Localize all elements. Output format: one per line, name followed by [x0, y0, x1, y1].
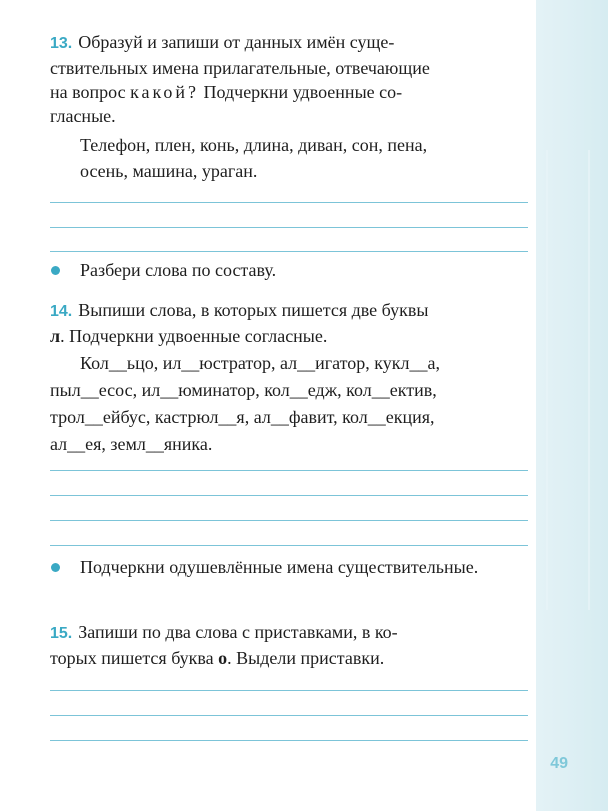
- exercise-14-line2: . Подчеркни удвоенные согласные.: [60, 326, 328, 346]
- writing-line[interactable]: [50, 690, 528, 691]
- writing-line[interactable]: [50, 545, 528, 546]
- exercise-14-words-line: ал__ея, земл__яника.: [50, 434, 213, 454]
- exercise-13-line3a: на вопрос: [50, 82, 131, 102]
- writing-line[interactable]: [50, 202, 528, 203]
- exercise-14-words-line: Кол__ьцо, ил__юстратор, ал__игатор, кукл__а,: [80, 353, 440, 373]
- exercise-13-text: [50, 30, 528, 128]
- exercise-15-text: [50, 620, 528, 670]
- exercise-14-words-line: пыл__есос, ил__юминатор, кол__едж, кол__ектив,: [50, 380, 437, 400]
- writing-line[interactable]: [50, 251, 528, 252]
- exercise-15-number: 15.: [50, 625, 73, 642]
- writing-line[interactable]: [50, 227, 528, 228]
- writing-line[interactable]: [50, 470, 528, 471]
- exercise-15-letter: о: [218, 648, 228, 668]
- exercise-14-words: [50, 350, 528, 458]
- exercise-13-words: [50, 132, 528, 184]
- exercise-15-line2a: торых пишется буква: [50, 648, 219, 668]
- bullet-2-text: Подчеркни одушевлённые имена существительные.: [80, 557, 479, 577]
- bullet-dot: [51, 266, 60, 275]
- page-number: 49: [550, 755, 568, 772]
- exercise-13-line3c: Подчеркни удвоенные со-: [199, 82, 403, 102]
- exercise-13-number: 13.: [50, 35, 73, 52]
- exercise-13-words-line2: осень, машина, ураган.: [80, 161, 258, 181]
- exercise-14-text: [50, 298, 528, 348]
- exercise-13-line1: Образуй и запиши от данных имён суще-: [78, 32, 395, 52]
- exercise-14-number: 14.: [50, 303, 73, 320]
- exercise-14-letter: л: [50, 326, 61, 346]
- exercise-14-words-line: трол__ейбус, кастрюл__я, ал__фавит, кол__екция,: [50, 407, 435, 427]
- exercise-15-line2c: . Выдели приставки.: [227, 648, 385, 668]
- edge-decoration: [546, 150, 590, 610]
- exercise-13-words-line1: Телефон, плен, конь, длина, диван, сон, пена,: [80, 135, 428, 155]
- exercise-13-question: какой?: [130, 82, 199, 102]
- exercise-14-line1: Выпиши слова, в которых пишется две буквы: [78, 300, 429, 320]
- bullet-dot: [51, 563, 60, 572]
- exercise-15-line1: Запиши по два слова с приставками, в ко-: [78, 622, 398, 642]
- exercise-13-line4: гласные.: [50, 106, 116, 126]
- writing-line[interactable]: [50, 740, 528, 741]
- exercise-13-line2: ствительных имена прилагательные, отвечающие: [50, 58, 430, 78]
- bullet-1-text: Разбери слова по составу.: [80, 260, 277, 280]
- writing-line[interactable]: [50, 715, 528, 716]
- page-edge-band: [536, 0, 608, 811]
- writing-line[interactable]: [50, 520, 528, 521]
- writing-line[interactable]: [50, 495, 528, 496]
